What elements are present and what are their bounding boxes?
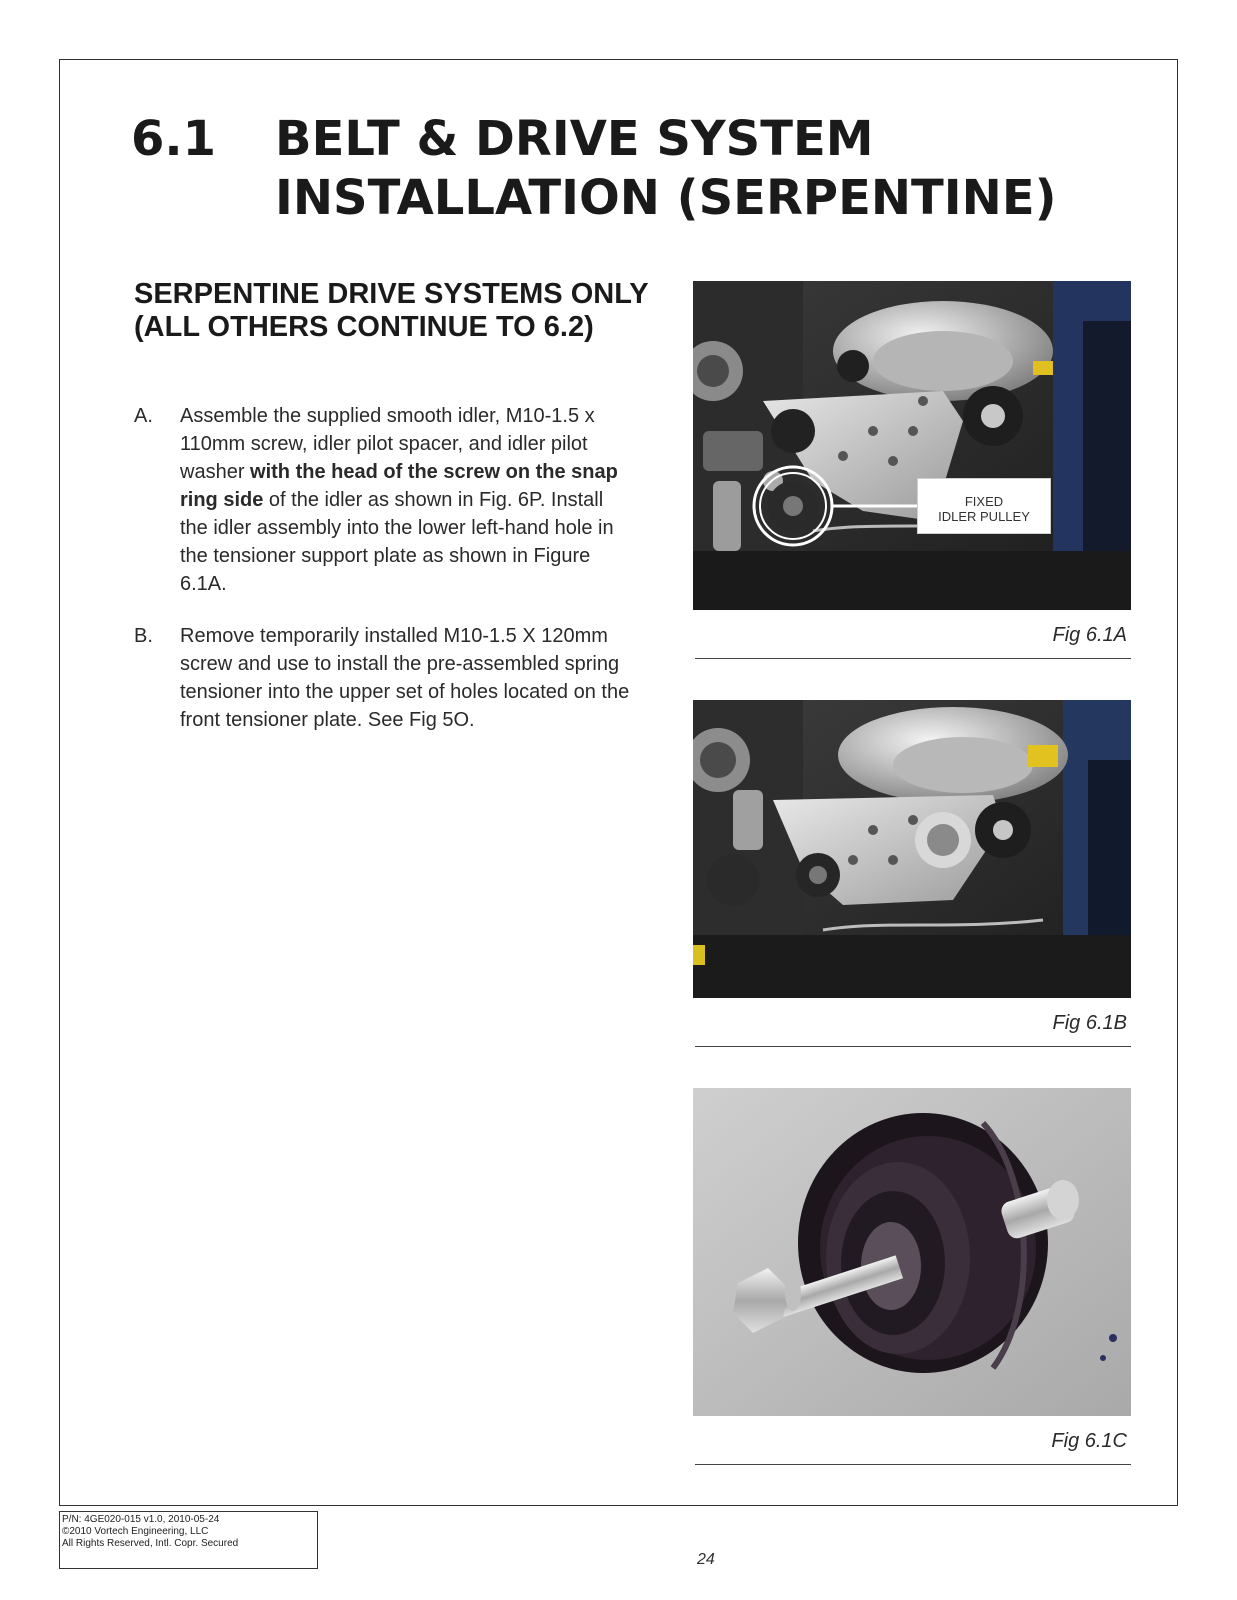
figure-6-1b-photo [693, 700, 1131, 998]
step-text: Remove temporarily installed M10-1.5 X 120mm screw and use to install the pre-assembled spring tensioner into the upper set of holes located on the front tensioner plate. See Fig 5O. [180, 625, 630, 731]
step-text-bold: with the head of the screw on the snap ring side [180, 461, 618, 511]
figure-caption: Fig 6.1B [1052, 1012, 1127, 1034]
step-b [134, 622, 634, 734]
caption-rule [695, 658, 1131, 659]
caption-rule [695, 1464, 1131, 1465]
step-letter: A. [134, 405, 153, 427]
callout-line-1: FIXED [964, 494, 1004, 509]
callout-line-2: IDLER PULLEY [938, 509, 1030, 524]
section-title-line-2: INSTALLATION (SERPENTINE) [275, 170, 1057, 226]
caption-rule [695, 1046, 1131, 1047]
figure-6-1a-photo [693, 281, 1131, 610]
rights-notice: All Rights Reserved, Intl. Copr. Secured [62, 1538, 239, 1549]
section-number: 6.1 [131, 111, 217, 167]
section-title-line-1: BELT & DRIVE SYSTEM [275, 111, 874, 167]
step-text-plain-2: of the idler as shown in Fig. 6P. Install the idler assembly into the lower left-hand hole in the tensioner support plate as shown in Figure 6.1A. [180, 489, 614, 595]
section-title [275, 110, 1057, 228]
figure-caption: Fig 6.1A [1052, 624, 1127, 646]
footer-legal-box [59, 1511, 318, 1569]
step-letter: B. [134, 625, 153, 647]
step-text-plain: Assemble the supplied smooth idler, M10-1.5 x 110mm screw, idler pilot spacer, and idler pilot washer [180, 405, 595, 483]
figure-6-1c-photo [693, 1088, 1131, 1416]
fixed-idler-pulley-callout [917, 478, 1051, 534]
subheading: SERPENTINE DRIVE SYSTEMS ONLY (ALL OTHERS CONTINUE TO 6.2) [134, 278, 649, 343]
step-a [134, 402, 634, 598]
figure-caption: Fig 6.1C [1051, 1430, 1127, 1452]
part-number: P/N: 4GE020-015 v1.0, 2010-05-24 [62, 1514, 220, 1525]
page-number: 24 [697, 1551, 715, 1568]
step-text [180, 402, 634, 598]
copyright: ©2010 Vortech Engineering, LLC [62, 1526, 209, 1537]
